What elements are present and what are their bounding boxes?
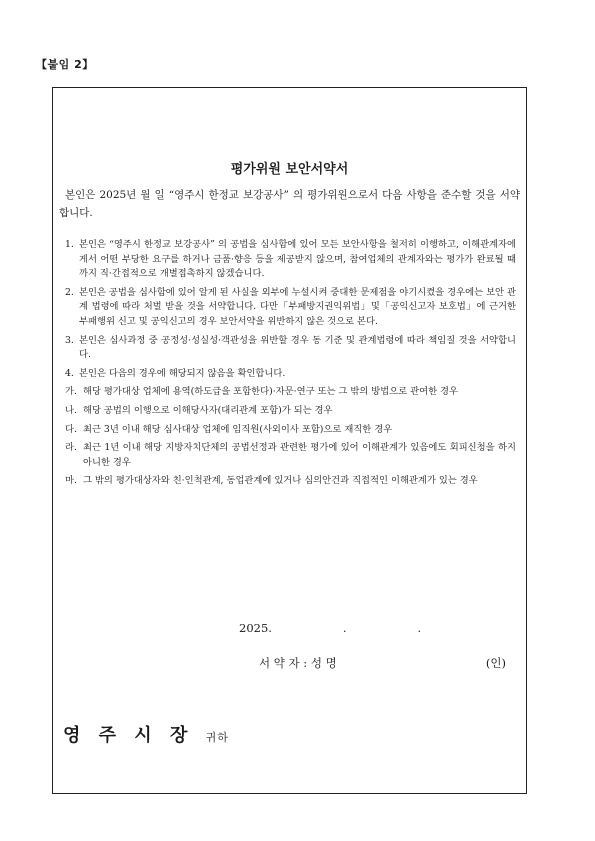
subitem-label: 라. (65, 442, 77, 454)
addressee (63, 721, 229, 747)
subitem-label: 나. (65, 404, 77, 416)
attachment-label: 【붙임 2】 (36, 58, 94, 71)
pledge-subitem (65, 474, 516, 489)
subitem-label: 마. (65, 475, 77, 487)
pledge-item (65, 334, 516, 363)
item-number: 3. (65, 334, 74, 346)
subitem-text: 그 밖의 평가대상자와 친·인척관계, 동업관계에 있거나 심의안건과 직접적인 이해관계가 있는 경우 (83, 475, 478, 487)
pledge-subitem (65, 404, 516, 419)
item-text: 본인은 공법을 심사함에 있어 알게 된 사실을 외부에 누설시켜 중대한 문제점을 야기시켰을 경우에는 보안 관계 법령에 따라 처벌 받을 것을 서약합니다. 다만「부패방지권익위법」및「공익신고자 보호법」에 근거한 부패행위 신고 및 공익신고의 경우 보안서약을 위반하지 않은 것으로 본다. (79, 286, 516, 327)
item-text: 본인은 “영주시 한정교 보강공사” 의 공법을 심사함에 있어 모든 보안사항을 철저히 이행하고, 이해관계자에게서 어떤 부당한 요구를 하거나 금품·향응 등을 제공받지 않으며, 참여업체의 관계자와는 평가가 완료될 때까지 직·간접적으로 개별접촉하지 않겠습니다. (79, 239, 516, 280)
signer-label: 서 약 자 : 성 명 (259, 656, 337, 670)
pledge-item (65, 238, 516, 282)
pledge-subitem (65, 385, 516, 400)
pledge-subitem (65, 423, 516, 438)
item-number: 4. (65, 367, 74, 379)
item-text: 본인은 심사과정 중 공정성·성실성·객관성을 위반할 경우 동 기준 및 관계법령에 따라 책임질 것을 서약합니다. (79, 334, 516, 361)
pledge-form (52, 87, 527, 794)
item-text: 본인은 다음의 경우에 해당되지 않음을 확인합니다. (79, 367, 286, 379)
seal-mark: (인) (485, 656, 506, 670)
form-title: 평가위원 보안서약서 (230, 162, 349, 177)
pledge-date: 2025. . . (239, 621, 422, 635)
subitem-text: 최근 1년 이내 해당 지방자치단체의 공법선정과 관련한 평가에 있어 이해관계가 있음에도 회피신청을 하지 아니한 경우 (83, 442, 516, 468)
intro-paragraph: 본인은 2025년 월 일 “영주시 한정교 보강공사” 의 평가위원으로서 다음 사항을 준수할 것을 서약합니다. (59, 189, 520, 219)
pledge-item (65, 367, 516, 382)
subitem-text: 해당 평가대상 업체에 용역(하도급을 포함한다)·자문·연구 또는 그 밖의 방법으로 관여한 경우 (83, 386, 459, 398)
item-number: 1. (65, 239, 74, 250)
subitem-label: 다. (65, 423, 77, 435)
addressee-name: 영 주 시 장 (63, 725, 194, 746)
pledge-subitem (65, 441, 516, 470)
subitem-text: 최근 3년 이내 해당 심사대상 업체에 임직원(사외이사 포함)으로 재직한 경우 (83, 423, 393, 435)
item-number: 2. (65, 286, 74, 298)
addressee-suffix: 귀하 (205, 731, 229, 744)
subitem-text: 해당 공법의 이행으로 이해당사자(대리관계 포함)가 되는 경우 (83, 404, 333, 416)
subitem-label: 가. (65, 386, 77, 398)
pledge-items (65, 238, 516, 493)
pledge-item (65, 286, 516, 330)
